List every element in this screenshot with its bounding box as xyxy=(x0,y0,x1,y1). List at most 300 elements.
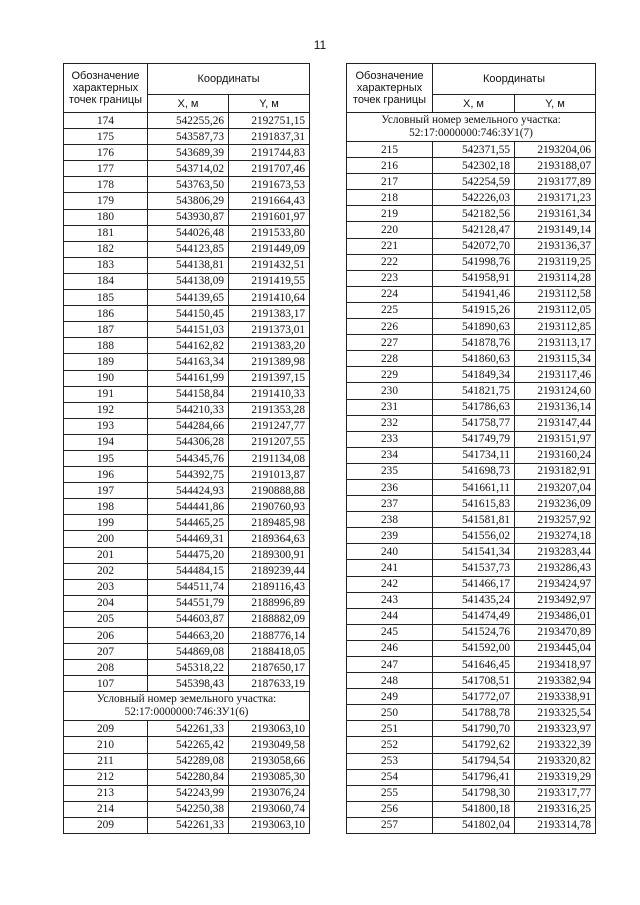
x-coordinate: 541466,17 xyxy=(433,576,515,592)
y-coordinate: 2191013,87 xyxy=(229,467,310,483)
y-coordinate: 2193112,05 xyxy=(515,302,596,318)
x-coordinate: 541698,73 xyxy=(433,463,515,479)
y-coordinate: 2193049,58 xyxy=(229,737,310,753)
table-row xyxy=(347,447,596,463)
point-number: 204 xyxy=(64,595,148,611)
point-number: 207 xyxy=(64,644,148,660)
table-row xyxy=(64,628,310,644)
x-coordinate: 544441,86 xyxy=(148,499,229,515)
x-coordinate: 541998,76 xyxy=(433,254,515,270)
point-number: 221 xyxy=(347,238,433,254)
y-coordinate: 2193319,29 xyxy=(515,769,596,785)
x-coordinate: 542255,26 xyxy=(148,113,229,129)
point-number: 218 xyxy=(347,190,433,206)
point-number: 208 xyxy=(64,660,148,676)
x-coordinate: 544869,08 xyxy=(148,644,229,660)
coordinates-table-left-body xyxy=(64,113,310,834)
y-coordinate: 2193063,10 xyxy=(229,817,310,833)
y-coordinate: 2193207,04 xyxy=(515,479,596,495)
x-coordinate: 544484,15 xyxy=(148,563,229,579)
y-coordinate: 2193424,97 xyxy=(515,576,596,592)
table-row xyxy=(64,579,310,595)
y-coordinate: 2193160,24 xyxy=(515,447,596,463)
point-number: 186 xyxy=(64,306,148,322)
point-number: 174 xyxy=(64,113,148,129)
table-row xyxy=(347,222,596,238)
point-number: 185 xyxy=(64,290,148,306)
table-row xyxy=(347,319,596,335)
table-row xyxy=(347,190,596,206)
y-column-header: Y, м xyxy=(229,95,310,113)
x-coordinate: 541849,34 xyxy=(433,367,515,383)
table-row xyxy=(64,322,310,338)
x-coordinate: 541772,07 xyxy=(433,689,515,705)
x-coordinate: 542289,08 xyxy=(148,753,229,769)
table-row xyxy=(64,113,310,129)
point-number: 200 xyxy=(64,531,148,547)
y-coordinate: 2193486,01 xyxy=(515,608,596,624)
x-coordinate: 541537,73 xyxy=(433,560,515,576)
point-number: 215 xyxy=(347,142,433,158)
y-coordinate: 2193418,97 xyxy=(515,657,596,673)
table-row xyxy=(64,209,310,225)
y-coordinate: 2191744,83 xyxy=(229,145,310,161)
table-row xyxy=(64,418,310,434)
y-coordinate: 2193076,24 xyxy=(229,785,310,801)
point-number: 211 xyxy=(64,753,148,769)
y-coordinate: 2193136,14 xyxy=(515,399,596,415)
y-coordinate: 2191432,51 xyxy=(229,257,310,273)
y-coordinate: 2190888,88 xyxy=(229,483,310,499)
point-number: 249 xyxy=(347,689,433,705)
table-row xyxy=(347,238,596,254)
point-number: 240 xyxy=(347,544,433,560)
y-coordinate: 2191533,80 xyxy=(229,225,310,241)
y-coordinate: 2193445,04 xyxy=(515,640,596,656)
point-number: 220 xyxy=(347,222,433,238)
y-coordinate: 2187650,17 xyxy=(229,660,310,676)
y-coordinate: 2193286,43 xyxy=(515,560,596,576)
table-row xyxy=(64,370,310,386)
point-number: 236 xyxy=(347,479,433,495)
table-row xyxy=(347,383,596,399)
y-coordinate: 2191383,20 xyxy=(229,338,310,354)
y-coordinate: 2191389,98 xyxy=(229,354,310,370)
x-coordinate: 541941,46 xyxy=(433,286,515,302)
y-coordinate: 2191707,46 xyxy=(229,161,310,177)
point-number: 178 xyxy=(64,177,148,193)
table-row xyxy=(347,753,596,769)
point-number: 199 xyxy=(64,515,148,531)
table-row xyxy=(64,644,310,660)
point-number: 196 xyxy=(64,467,148,483)
point-designation-header: Обозначение характерных точек границы xyxy=(64,64,148,113)
point-number: 181 xyxy=(64,225,148,241)
y-coordinate: 2189300,91 xyxy=(229,547,310,563)
point-number: 195 xyxy=(64,450,148,466)
x-coordinate: 544150,45 xyxy=(148,306,229,322)
point-number: 203 xyxy=(64,579,148,595)
y-coordinate: 2189116,43 xyxy=(229,579,310,595)
table-row xyxy=(64,338,310,354)
y-coordinate: 2193492,97 xyxy=(515,592,596,608)
table-row xyxy=(347,528,596,544)
y-coordinate: 2191410,33 xyxy=(229,386,310,402)
table-row xyxy=(347,351,596,367)
table-row xyxy=(64,483,310,499)
x-coordinate: 544469,31 xyxy=(148,531,229,547)
parcel-section-row xyxy=(347,113,596,142)
table-row xyxy=(347,689,596,705)
table-row xyxy=(64,737,310,753)
point-number: 182 xyxy=(64,241,148,257)
point-number: 257 xyxy=(347,817,433,833)
table-row xyxy=(347,673,596,689)
x-coordinate: 544138,81 xyxy=(148,257,229,273)
y-column-header: Y, м xyxy=(515,95,596,113)
point-number: 107 xyxy=(64,676,148,692)
y-coordinate: 2191664,43 xyxy=(229,193,310,209)
point-number: 188 xyxy=(64,338,148,354)
point-number: 246 xyxy=(347,640,433,656)
table-row xyxy=(64,785,310,801)
x-coordinate: 542371,55 xyxy=(433,142,515,158)
y-coordinate: 2193136,37 xyxy=(515,238,596,254)
point-number: 237 xyxy=(347,496,433,512)
coordinates-header: Координаты xyxy=(148,64,310,95)
point-number: 251 xyxy=(347,721,433,737)
y-coordinate: 2193113,17 xyxy=(515,335,596,351)
table-row xyxy=(64,467,310,483)
point-number: 191 xyxy=(64,386,148,402)
x-coordinate: 541524,76 xyxy=(433,624,515,640)
table-row xyxy=(347,817,596,833)
table-row xyxy=(347,496,596,512)
y-coordinate: 2193382,94 xyxy=(515,673,596,689)
point-number: 176 xyxy=(64,145,148,161)
table-row xyxy=(347,576,596,592)
y-coordinate: 2193470,89 xyxy=(515,624,596,640)
table-row xyxy=(347,721,596,737)
y-coordinate: 2193283,44 xyxy=(515,544,596,560)
table-row xyxy=(347,705,596,721)
parcel-section-row xyxy=(64,692,310,721)
point-number: 243 xyxy=(347,592,433,608)
table-row xyxy=(64,499,310,515)
y-coordinate: 2191601,97 xyxy=(229,209,310,225)
point-number: 233 xyxy=(347,431,433,447)
x-coordinate: 544475,20 xyxy=(148,547,229,563)
point-number: 239 xyxy=(347,528,433,544)
x-coordinate: 541435,24 xyxy=(433,592,515,608)
point-number: 177 xyxy=(64,161,148,177)
y-coordinate: 2191449,09 xyxy=(229,241,310,257)
y-coordinate: 2193322,39 xyxy=(515,737,596,753)
table-row xyxy=(347,785,596,801)
table-row xyxy=(347,479,596,495)
point-number: 254 xyxy=(347,769,433,785)
x-coordinate: 541541,34 xyxy=(433,544,515,560)
point-number: 175 xyxy=(64,129,148,145)
x-coordinate: 541800,18 xyxy=(433,801,515,817)
point-number: 232 xyxy=(347,415,433,431)
point-number: 197 xyxy=(64,483,148,499)
table-row xyxy=(64,257,310,273)
y-coordinate: 2193149,14 xyxy=(515,222,596,238)
coordinates-table-right xyxy=(346,63,596,834)
x-coordinate: 541749,79 xyxy=(433,431,515,447)
point-number: 189 xyxy=(64,354,148,370)
table-row xyxy=(347,431,596,447)
x-coordinate: 541792,62 xyxy=(433,737,515,753)
x-coordinate: 541615,83 xyxy=(433,496,515,512)
x-coordinate: 544026,48 xyxy=(148,225,229,241)
point-designation-header: Обозначение характерных точек границы xyxy=(347,64,433,113)
point-number: 222 xyxy=(347,254,433,270)
x-coordinate: 542280,84 xyxy=(148,769,229,785)
x-coordinate: 541592,00 xyxy=(433,640,515,656)
y-coordinate: 2193182,91 xyxy=(515,463,596,479)
y-coordinate: 2187633,19 xyxy=(229,676,310,692)
parcel-number-caption: Условный номер земельного участка: 52:17:0000000:746:ЗУ1(6) xyxy=(64,692,310,721)
y-coordinate: 2193117,46 xyxy=(515,367,596,383)
table-row xyxy=(64,769,310,785)
table-row xyxy=(64,193,310,209)
x-coordinate: 544424,93 xyxy=(148,483,229,499)
point-number: 242 xyxy=(347,576,433,592)
x-coordinate: 541890,63 xyxy=(433,319,515,335)
y-coordinate: 2189364,63 xyxy=(229,531,310,547)
table-row xyxy=(64,225,310,241)
x-coordinate: 541474,49 xyxy=(433,608,515,624)
point-number: 184 xyxy=(64,273,148,289)
x-coordinate: 542261,33 xyxy=(148,721,229,737)
point-number: 228 xyxy=(347,351,433,367)
table-row xyxy=(64,161,310,177)
x-coordinate: 541798,30 xyxy=(433,785,515,801)
y-coordinate: 2192751,15 xyxy=(229,113,310,129)
y-coordinate: 2191837,31 xyxy=(229,129,310,145)
y-coordinate: 2193112,58 xyxy=(515,286,596,302)
table-row xyxy=(347,270,596,286)
coordinates-table-left xyxy=(63,63,310,834)
point-number: 225 xyxy=(347,302,433,318)
x-coordinate: 544551,79 xyxy=(148,595,229,611)
table-row xyxy=(347,206,596,222)
table-row xyxy=(64,177,310,193)
y-coordinate: 2188418,05 xyxy=(229,644,310,660)
y-coordinate: 2193060,74 xyxy=(229,801,310,817)
coordinates-table-right-body xyxy=(347,113,596,834)
x-coordinate: 543763,50 xyxy=(148,177,229,193)
table-row xyxy=(347,367,596,383)
point-number: 209 xyxy=(64,817,148,833)
x-column-header: X, м xyxy=(433,95,515,113)
point-number: 223 xyxy=(347,270,433,286)
table-row xyxy=(64,563,310,579)
x-coordinate: 544139,65 xyxy=(148,290,229,306)
y-coordinate: 2193316,25 xyxy=(515,801,596,817)
point-number: 230 xyxy=(347,383,433,399)
x-coordinate: 543714,02 xyxy=(148,161,229,177)
x-coordinate: 543806,29 xyxy=(148,193,229,209)
x-coordinate: 542261,33 xyxy=(148,817,229,833)
x-coordinate: 542226,03 xyxy=(433,190,515,206)
y-coordinate: 2191397,15 xyxy=(229,370,310,386)
y-coordinate: 2193151,97 xyxy=(515,431,596,447)
x-coordinate: 541915,26 xyxy=(433,302,515,318)
point-number: 227 xyxy=(347,335,433,351)
point-number: 253 xyxy=(347,753,433,769)
table-row xyxy=(64,531,310,547)
point-number: 231 xyxy=(347,399,433,415)
table-row xyxy=(347,463,596,479)
table-row xyxy=(64,241,310,257)
y-coordinate: 2193058,66 xyxy=(229,753,310,769)
table-row xyxy=(64,129,310,145)
point-number: 244 xyxy=(347,608,433,624)
x-coordinate: 541758,77 xyxy=(433,415,515,431)
x-coordinate: 544163,34 xyxy=(148,354,229,370)
y-coordinate: 2193124,60 xyxy=(515,383,596,399)
point-number: 256 xyxy=(347,801,433,817)
y-coordinate: 2193147,44 xyxy=(515,415,596,431)
point-number: 202 xyxy=(64,563,148,579)
x-coordinate: 543689,39 xyxy=(148,145,229,161)
point-number: 190 xyxy=(64,370,148,386)
x-coordinate: 542250,38 xyxy=(148,801,229,817)
point-number: 206 xyxy=(64,628,148,644)
x-coordinate: 544663,20 xyxy=(148,628,229,644)
x-coordinate: 541821,75 xyxy=(433,383,515,399)
table-row xyxy=(64,676,310,692)
x-coordinate: 541581,81 xyxy=(433,512,515,528)
point-number: 187 xyxy=(64,322,148,338)
y-coordinate: 2193314,78 xyxy=(515,817,596,833)
x-coordinate: 542265,42 xyxy=(148,737,229,753)
table-row xyxy=(347,302,596,318)
point-number: 183 xyxy=(64,257,148,273)
y-coordinate: 2193236,09 xyxy=(515,496,596,512)
x-coordinate: 541734,11 xyxy=(433,447,515,463)
y-coordinate: 2193115,34 xyxy=(515,351,596,367)
point-number: 219 xyxy=(347,206,433,222)
x-coordinate: 541878,76 xyxy=(433,335,515,351)
x-coordinate: 544151,03 xyxy=(148,322,229,338)
table-row xyxy=(64,145,310,161)
point-number: 234 xyxy=(347,447,433,463)
point-number: 192 xyxy=(64,402,148,418)
table-row xyxy=(347,801,596,817)
table-row xyxy=(64,817,310,833)
x-coordinate: 544162,82 xyxy=(148,338,229,354)
y-coordinate: 2193320,82 xyxy=(515,753,596,769)
point-number: 241 xyxy=(347,560,433,576)
y-coordinate: 2193257,92 xyxy=(515,512,596,528)
point-number: 247 xyxy=(347,657,433,673)
x-coordinate: 542254,59 xyxy=(433,174,515,190)
x-coordinate: 541860,63 xyxy=(433,351,515,367)
point-number: 214 xyxy=(64,801,148,817)
x-coordinate: 544158,84 xyxy=(148,386,229,402)
x-coordinate: 544161,99 xyxy=(148,370,229,386)
table-row xyxy=(347,142,596,158)
y-coordinate: 2193188,07 xyxy=(515,158,596,174)
point-number: 193 xyxy=(64,418,148,434)
table-row xyxy=(64,450,310,466)
table-row xyxy=(64,515,310,531)
x-coordinate: 543930,87 xyxy=(148,209,229,225)
table-row xyxy=(64,547,310,563)
y-coordinate: 2193323,97 xyxy=(515,721,596,737)
point-number: 180 xyxy=(64,209,148,225)
y-coordinate: 2191673,53 xyxy=(229,177,310,193)
point-number: 224 xyxy=(347,286,433,302)
table-row xyxy=(347,657,596,673)
x-coordinate: 542128,47 xyxy=(433,222,515,238)
x-coordinate: 541556,02 xyxy=(433,528,515,544)
point-number: 205 xyxy=(64,611,148,627)
table-row xyxy=(64,290,310,306)
point-number: 198 xyxy=(64,499,148,515)
y-coordinate: 2193114,28 xyxy=(515,270,596,286)
table-row xyxy=(347,174,596,190)
table-row xyxy=(347,512,596,528)
table-row xyxy=(64,434,310,450)
y-coordinate: 2193063,10 xyxy=(229,721,310,737)
coordinates-header: Координаты xyxy=(433,64,596,95)
table-row xyxy=(347,254,596,270)
y-coordinate: 2193325,54 xyxy=(515,705,596,721)
point-number: 250 xyxy=(347,705,433,721)
y-coordinate: 2191247,77 xyxy=(229,418,310,434)
x-coordinate: 544123,85 xyxy=(148,241,229,257)
y-coordinate: 2191134,08 xyxy=(229,450,310,466)
x-coordinate: 541661,11 xyxy=(433,479,515,495)
x-coordinate: 541708,51 xyxy=(433,673,515,689)
y-coordinate: 2193161,34 xyxy=(515,206,596,222)
y-coordinate: 2188776,14 xyxy=(229,628,310,644)
x-coordinate: 543587,73 xyxy=(148,129,229,145)
x-coordinate: 541646,45 xyxy=(433,657,515,673)
x-coordinate: 544603,87 xyxy=(148,611,229,627)
y-coordinate: 2191419,55 xyxy=(229,273,310,289)
y-coordinate: 2191410,64 xyxy=(229,290,310,306)
x-coordinate: 542182,56 xyxy=(433,206,515,222)
y-coordinate: 2191383,17 xyxy=(229,306,310,322)
y-coordinate: 2193204,06 xyxy=(515,142,596,158)
table-row xyxy=(347,560,596,576)
x-coordinate: 544306,28 xyxy=(148,434,229,450)
y-coordinate: 2189239,44 xyxy=(229,563,310,579)
table-row xyxy=(347,737,596,753)
point-number: 213 xyxy=(64,785,148,801)
y-coordinate: 2189485,98 xyxy=(229,515,310,531)
point-number: 212 xyxy=(64,769,148,785)
x-coordinate: 544138,09 xyxy=(148,273,229,289)
x-coordinate: 541802,04 xyxy=(433,817,515,833)
parcel-number-caption: Условный номер земельного участка: 52:17:0000000:746:ЗУ1(7) xyxy=(347,113,596,142)
table-row xyxy=(347,624,596,640)
table-row xyxy=(64,306,310,322)
x-coordinate: 544465,25 xyxy=(148,515,229,531)
table-row xyxy=(347,544,596,560)
x-coordinate: 541958,91 xyxy=(433,270,515,286)
table-row xyxy=(347,335,596,351)
y-coordinate: 2193085,30 xyxy=(229,769,310,785)
y-coordinate: 2193274,18 xyxy=(515,528,596,544)
point-number: 245 xyxy=(347,624,433,640)
